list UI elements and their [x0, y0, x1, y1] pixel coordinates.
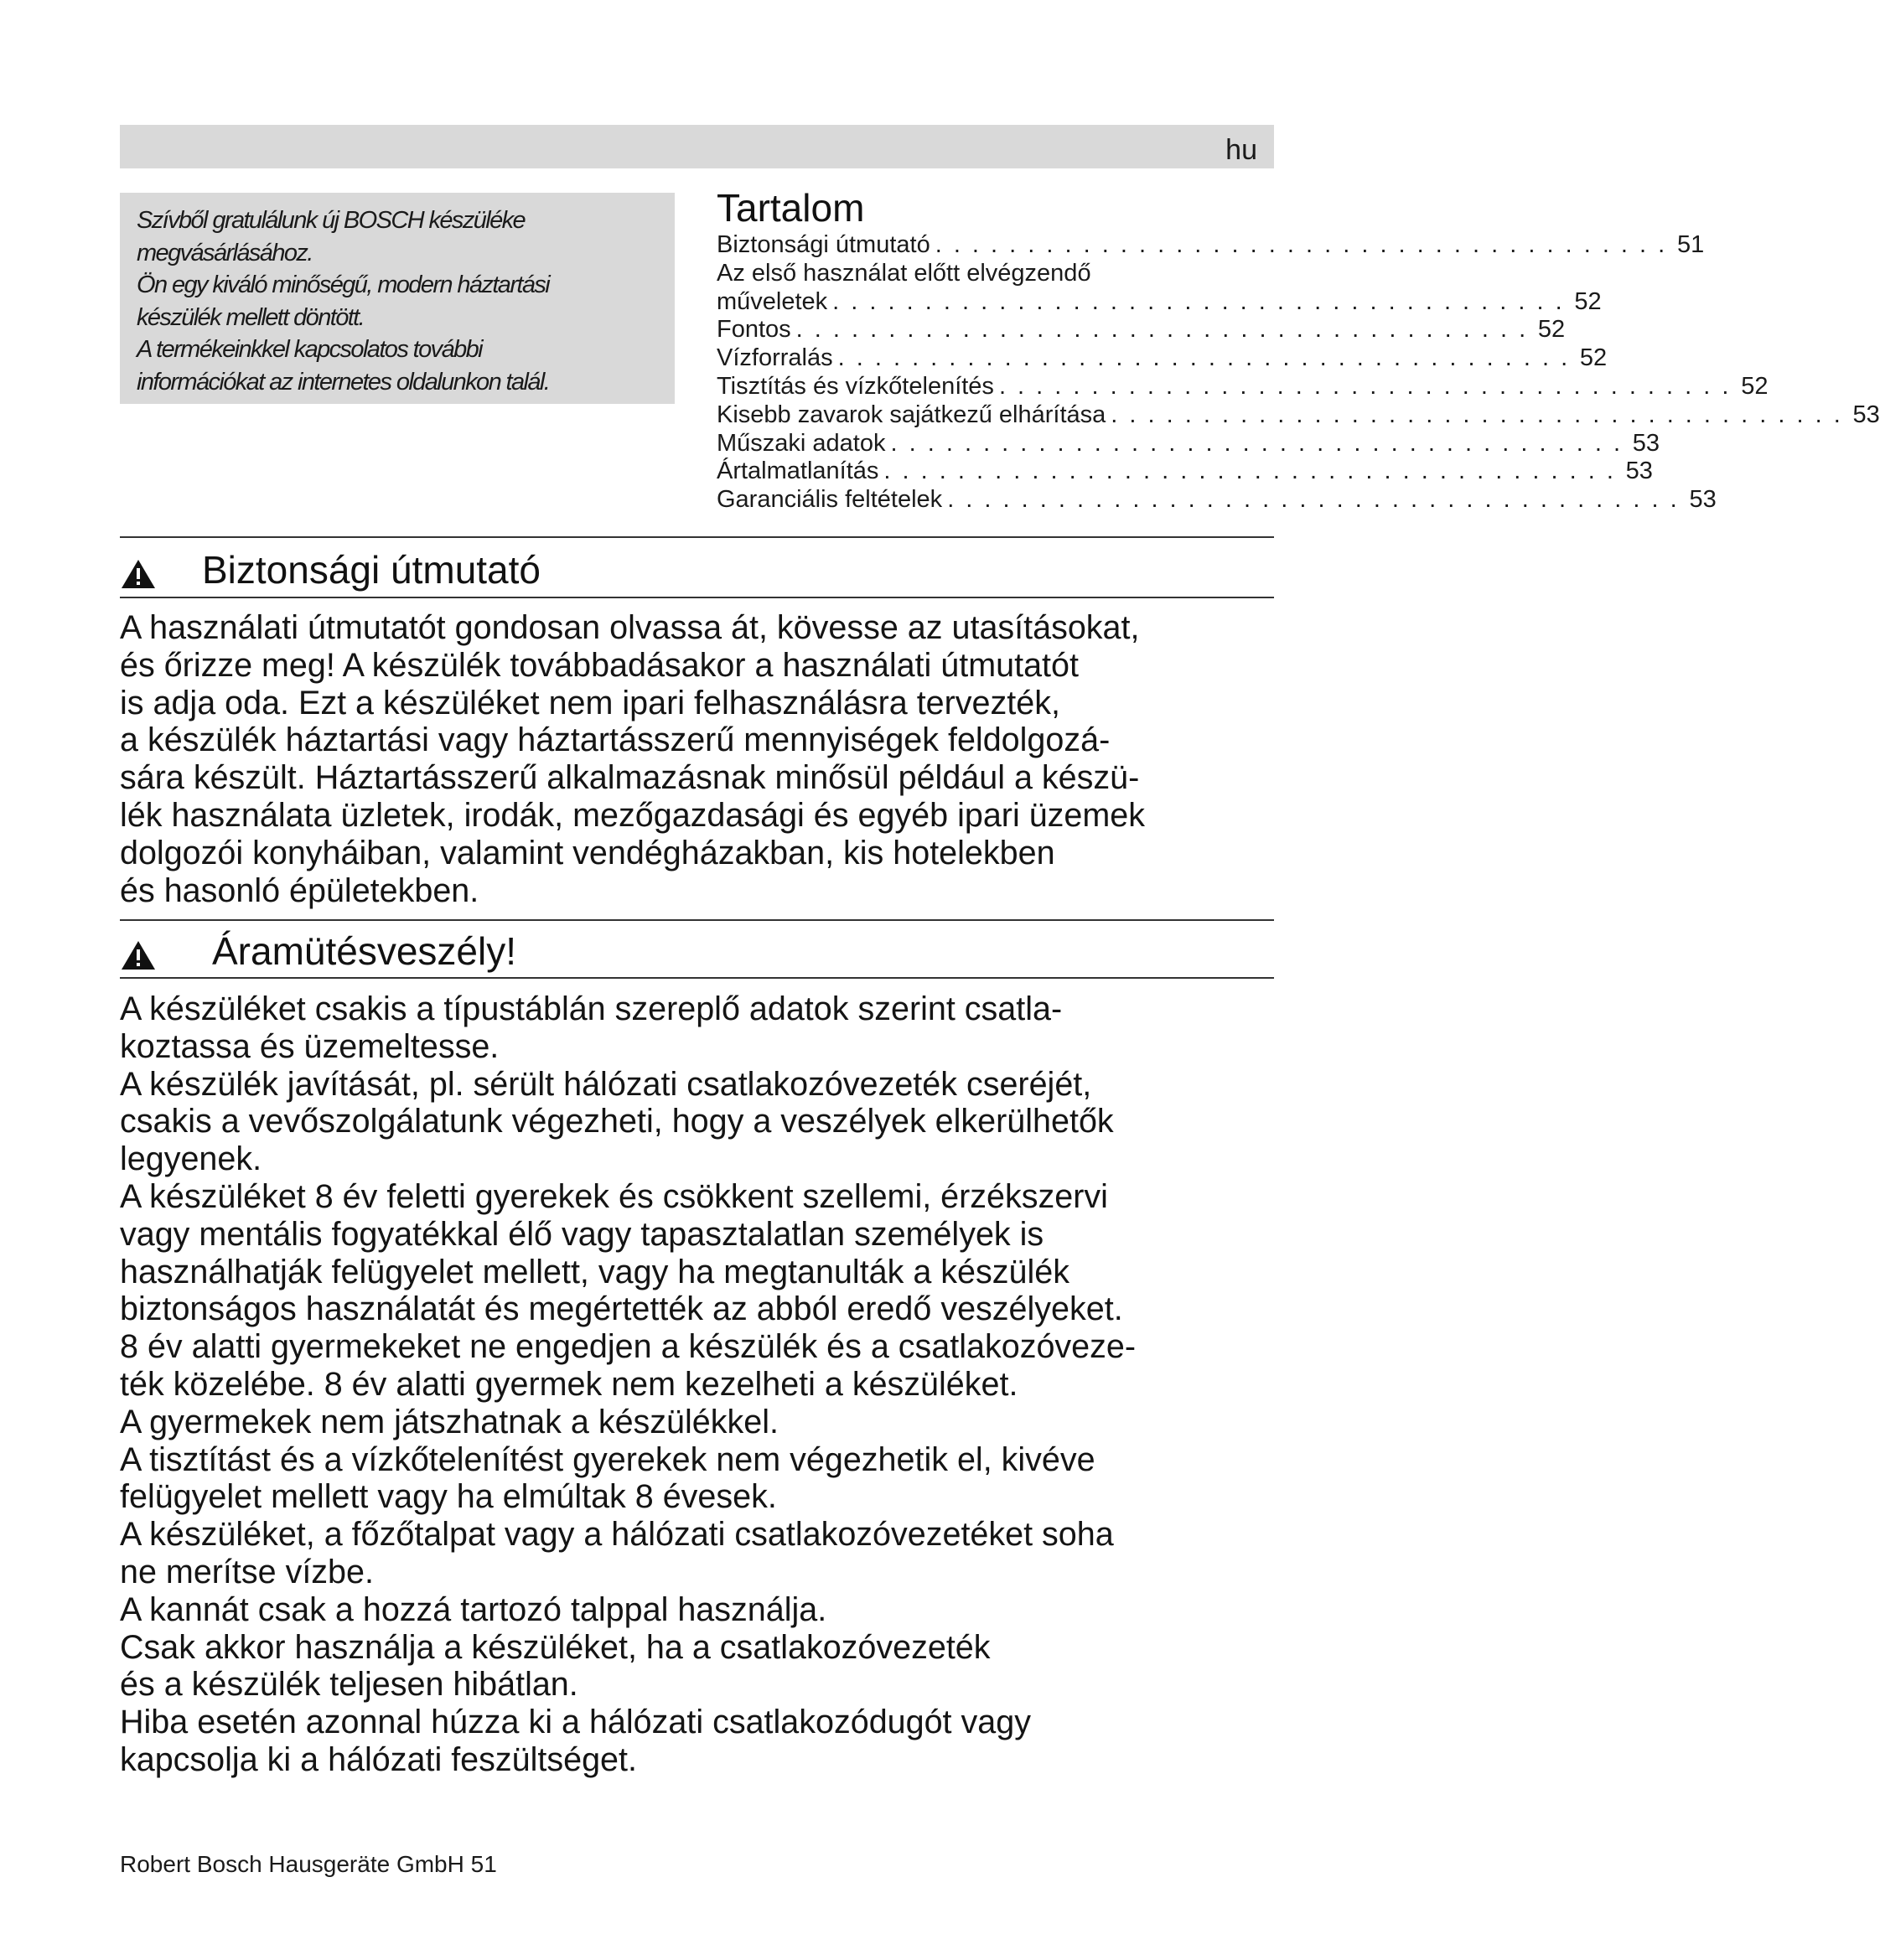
body-line: Csak akkor használja a készüléket, ha a csatlakozóvezeték	[120, 1628, 991, 1666]
section-divider	[120, 919, 1274, 921]
body-line: csakis a vevőszolgálatunk végezheti, hogy a veszélyek elkerülhetők	[120, 1103, 1114, 1140]
toc-entry-page: 52	[1574, 287, 1602, 315]
section-header-shock	[120, 927, 1274, 979]
intro-line: információkat az internetes oldalunkon talál.	[137, 368, 550, 396]
toc-leader-dots: . . . . . . . . . . . . . . . . . . . . . . . . . . . . . . . . . . . . . . . .	[883, 458, 1616, 485]
toc-leader-dots: . . . . . . . . . . . . . . . . . . . . . . . . . . . . . . . . . . . . . . . .	[832, 287, 1565, 315]
toc-entry-page: 53	[1689, 486, 1717, 514]
toc-entry	[717, 458, 1653, 486]
body-line: és hasonló épületekben.	[120, 871, 479, 909]
toc-entry	[717, 429, 1660, 458]
toc-entry	[717, 231, 1705, 260]
intro-line: készülék mellett döntött.	[137, 303, 365, 331]
body-line: ne merítse vízbe.	[120, 1553, 374, 1590]
safety-body	[120, 609, 1293, 909]
body-line: is adja oda. Ezt a készüléket nem ipari felhasználásra tervezték,	[120, 684, 1060, 721]
section-header-safety	[120, 546, 1274, 597]
toc-entry-page: 53	[1632, 429, 1660, 457]
toc-entry-label: Fontos	[717, 316, 791, 344]
body-line: lék használata üzletek, irodák, mezőgazdasági és egyéb ipari üzemek	[120, 796, 1145, 834]
toc-entry	[717, 344, 1608, 373]
toc-entry	[717, 401, 1880, 430]
toc-entry-label: Biztonsági útmutató	[717, 231, 930, 258]
body-line: A készüléket 8 év feletti gyerekek és csökkent szellemi, érzékszervi	[120, 1177, 1108, 1215]
body-line: felügyelet mellett vagy ha elmúltak 8 évesek.	[120, 1478, 777, 1516]
toc-entry-label: Vízforralás	[717, 344, 833, 372]
warning-icon	[120, 558, 157, 590]
toc-entry-page: 52	[1537, 316, 1566, 344]
toc-leader-dots: . . . . . . . . . . . . . . . . . . . . . . . . . . . . . . . . . . . . . . . .	[947, 486, 1680, 514]
body-line: a készülék háztartási vagy háztartásszerű mennyiségek feldolgozá-	[120, 721, 1111, 759]
body-line: és a készülék teljesen hibátlan.	[120, 1666, 578, 1704]
toc-entry	[717, 372, 1769, 401]
toc-leader-dots: . . . . . . . . . . . . . . . . . . . . . . . . . . . . . . . . . . . . . . . .	[935, 231, 1668, 258]
intro-line: megvásárlásához.	[137, 239, 313, 266]
intro-line: Ön egy kiváló minőségű, modern háztartási	[137, 272, 550, 299]
intro-line: A termékeinkkel kapcsolatos további	[137, 336, 482, 364]
body-line: A készülék javítását, pl. sérült hálózati csatlakozóvezeték cseréjét,	[120, 1065, 1092, 1103]
toc-entry-page: 52	[1579, 344, 1608, 372]
toc-entry-label: Tisztítás és vízkőtelenítés	[717, 372, 994, 400]
section-title: Biztonsági útmutató	[202, 548, 541, 592]
body-line: használhatják felügyelet mellett, vagy ha megtanulták a készülék	[120, 1253, 1069, 1290]
toc-leader-dots: . . . . . . . . . . . . . . . . . . . . . . . . . . . . . . . . . . . . . . . .	[795, 316, 1529, 344]
toc-entry-label: Az első használat előtt elvégzendő	[717, 259, 1091, 287]
toc-entry-page: 53	[1625, 458, 1653, 485]
body-line: 8 év alatti gyermekeket ne engedjen a készülék és a csatlakozóveze-	[120, 1328, 1137, 1366]
body-line: A használati útmutatót gondosan olvassa át, kövesse az utasításokat,	[120, 609, 1140, 646]
section-divider	[120, 977, 1274, 979]
toc-entry-page: 52	[1741, 372, 1769, 400]
intro-line: Szívből gratulálunk új BOSCH készüléke	[137, 207, 526, 234]
body-line: koztassa és üzemeltesse.	[120, 1027, 500, 1065]
body-line: A készüléket csakis a típustáblán szereplő adatok szerint csatla-	[120, 990, 1063, 1027]
body-line: Hiba esetén azonnal húzza ki a hálózati csatlakozódugót vagy	[120, 1704, 1031, 1741]
toc-title: Tartalom	[717, 186, 865, 230]
toc-entry	[717, 316, 1566, 344]
body-line: kapcsolja ki a hálózati feszültséget.	[120, 1740, 637, 1778]
shock-body	[120, 990, 1293, 1779]
header-bar	[120, 125, 1274, 168]
toc-entry-label: Műszaki adatok	[717, 429, 886, 457]
page-footer: Robert Bosch Hausgeräte GmbH 51	[120, 1851, 497, 1877]
body-line: ték közelébe. 8 év alatti gyermek nem kezelheti a készüléket.	[120, 1365, 1018, 1403]
body-line: A tisztítást és a vízkőtelenítést gyerekek nem végezhetik el, kivéve	[120, 1440, 1095, 1478]
section-divider	[120, 536, 1274, 538]
section-divider	[120, 597, 1274, 598]
body-line: A gyermekek nem játszhatnak a készülékkel.	[120, 1403, 779, 1440]
body-line: biztonságos használatát és megértették az abból eredő veszélyeket.	[120, 1290, 1123, 1328]
warning-icon	[120, 939, 157, 971]
toc-leader-dots: . . . . . . . . . . . . . . . . . . . . . . . . . . . . . . . . . . . . . . . .	[837, 344, 1571, 372]
body-line: A kannát csak a hozzá tartozó talppal használja.	[120, 1590, 827, 1628]
body-line: A készüléket, a főzőtalpat vagy a hálózati csatlakozóvezetéket soha	[120, 1516, 1114, 1554]
toc-entry-page: 53	[1852, 401, 1880, 428]
toc-leader-dots: . . . . . . . . . . . . . . . . . . . . . . . . . . . . . . . . . . . . . . . .	[890, 429, 1624, 457]
toc-leader-dots: . . . . . . . . . . . . . . . . . . . . . . . . . . . . . . . . . . . . . . . .	[1111, 401, 1843, 428]
toc-entry	[717, 486, 1717, 515]
toc-entry-label: Garanciális feltételek	[717, 486, 943, 514]
section-title: Áramütésveszély!	[212, 929, 517, 973]
toc-entry-label: műveletek	[717, 287, 828, 315]
toc-entry-page: 51	[1676, 231, 1705, 258]
body-line: dolgozói konyháiban, valamint vendégházakban, kis hotelekben	[120, 834, 1055, 871]
language-code: hu	[1225, 134, 1257, 166]
toc-entry	[717, 287, 1602, 317]
toc-entry-label: Ártalmatlanítás	[717, 458, 879, 485]
body-line: és őrizze meg! A készülék továbbadásakor a használati útmutatót	[120, 646, 1079, 684]
body-line: vagy mentális fogyatékkal élő vagy tapasztalatlan személyek is	[120, 1215, 1044, 1253]
body-line: legyenek.	[120, 1140, 262, 1178]
intro-box	[120, 193, 675, 404]
table-of-contents	[717, 184, 1880, 515]
toc-leader-dots: . . . . . . . . . . . . . . . . . . . . . . . . . . . . . . . . . . . . . . . .	[998, 372, 1732, 400]
toc-entry-label: Kisebb zavarok sajátkezű elhárítása	[717, 401, 1106, 428]
body-line: sára készült. Háztartásszerű alkalmazásnak minősül például a készü-	[120, 759, 1140, 797]
